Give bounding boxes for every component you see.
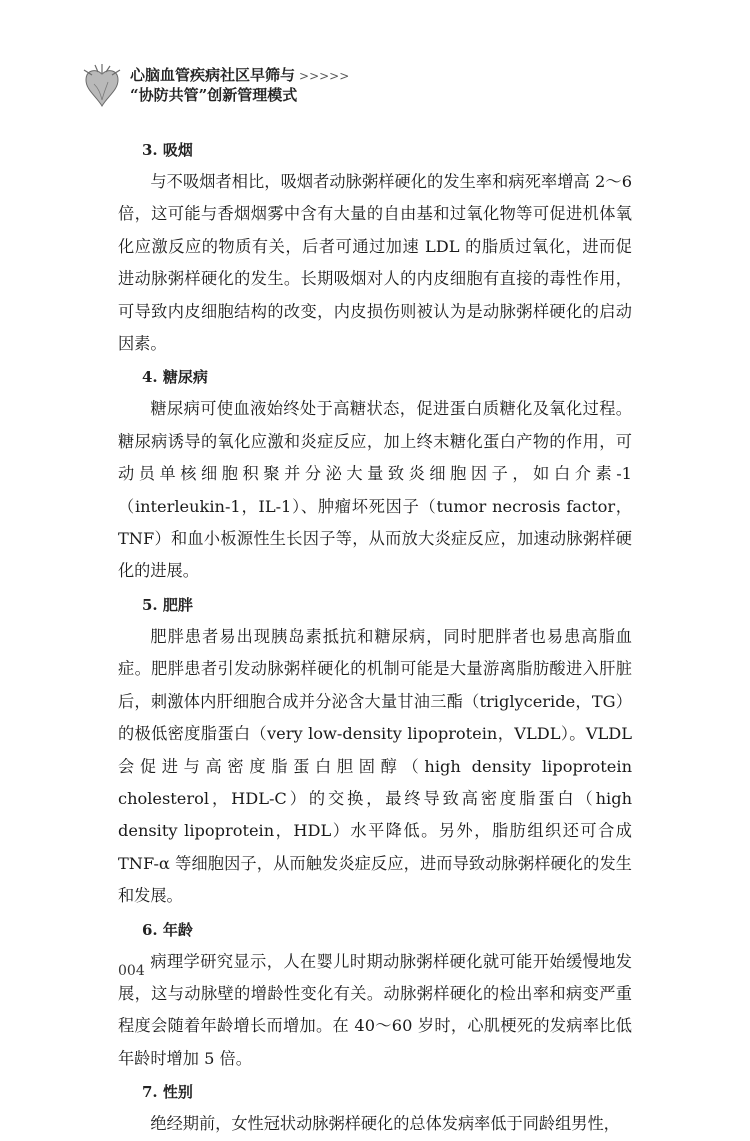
section-text-age: 病理学研究显示，人在婴儿时期动脉粥样硬化就可能开始缓慢地发展，这与动脉壁的增龄性变化有关。动脉粥样硬化的检出率和病变严重程度会随着年龄增长而增加。在 40～60 岁时，心肌梗死的发病率比低年龄时增加 5 倍。 [118,951,632,1068]
section-heading-gender: 7. 性别 [142,1083,193,1102]
section-text-gender: 绝经期前，女性冠状动脉粥样硬化的总体发病率低于同龄组男性， [150,1114,620,1134]
page-header [78,60,478,110]
section-heading-age: 6. 年龄 [142,920,193,939]
heart-logo-icon [78,62,126,110]
section-text-obesity: 肥胖患者易出现胰岛素抵抗和糖尿病，同时肥胖者也易患高脂血症。肥胖患者引发动脉粥样硬化的机制可能是大量游离脂肪酸进入肝脏后，刺激体内肝细胞合成并分泌含大量甘油三酯（triglyceride，TG）的极低密度脂蛋白（very low-density lipoprotein，VLDL）。VLDL 会促进与高密度脂蛋白胆固醇（high density lipoprotein cholesterol，HDL-C）的交换，最终导致高密度脂蛋白（high density lipoprotein，HDL）水平降低。另外，脂肪组织还可合成 TNF-α 等细胞因子，从而触发炎症反应，进而导致动脉粥样硬化的发生和发展。 [118,626,632,906]
section-text-diabetes: 糖尿病可使血液始终处于高糖状态，促进蛋白质糖化及氧化过程。糖尿病诱导的氧化应激和炎症反应，加上终末糖化蛋白产物的作用，可动员单核细胞积聚并分泌大量致炎细胞因子，如白介素-1（interleukin-1，IL-1）、肿瘤坏死因子（tumor necrosis factor，TNF）和血小板源性生长因子等，从而放大炎症反应，加速动脉粥样硬化的进展。 [118,399,632,581]
header-arrows: >>>>> [299,69,350,83]
section-text-smoking: 与不吸烟者相比，吸烟者动脉粥样硬化的发生率和病死率增高 2～6 倍，这可能与香烟烟雾中含有大量的自由基和过氧化物等可促进机体氧化应激反应的物质有关，后者可通过加速 LDL 的脂质过氧化，进而促进动脉粥样硬化的发生。长期吸烟对人的内皮细胞有直接的毒性作用，可导致内皮细胞结构的改变，内皮损伤则被认为是动脉粥样硬化的启动因素。 [118,172,632,354]
header-title-line1: 心脑血管疾病社区早筛与 [130,66,296,84]
page-body [118,133,632,1141]
section-heading-diabetes: 4. 糖尿病 [142,368,208,387]
section-heading-smoking: 3. 吸烟 [142,141,193,159]
page-number: 004 [118,963,145,979]
section-heading-obesity: 5. 肥胖 [142,595,193,614]
header-title-line2: “协防共管”创新管理模式 [130,86,298,104]
